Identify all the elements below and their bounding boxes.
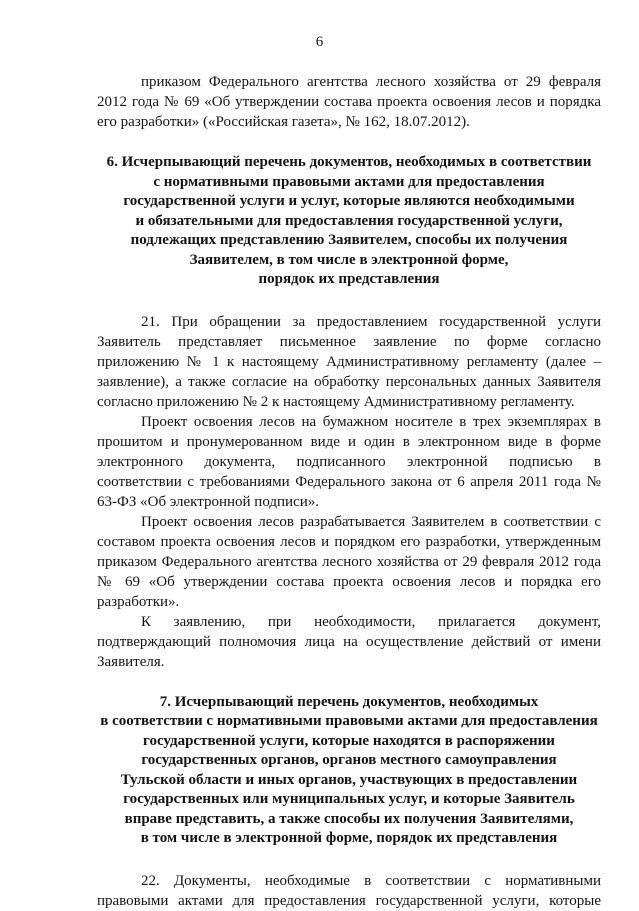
section-6-body bbox=[97, 312, 601, 672]
heading-line: государственных органов, органов местного самоуправления bbox=[141, 752, 557, 768]
heading-line: Тульской области и иных органов, участвующих в предоставлении bbox=[120, 771, 578, 788]
heading-line: подлежащих представлению Заявителем, способы их получения bbox=[130, 232, 568, 248]
heading-line: в соответствии с нормативными правовыми актами для предоставления bbox=[100, 713, 598, 729]
intro-text: приказом Федерального агентства лесного хозяйства от 29 февраля 2012 года № 69 «Об утверждении состава проекта освоения лесов и порядка его разработки» («Российская газета», № 162, 18.07.2012). bbox=[97, 74, 601, 130]
section-6-heading bbox=[97, 153, 601, 290]
heading-line: государственной услуги, которые находятся в распоряжении bbox=[143, 732, 555, 749]
heading-line: государственной услуги и услуг, которые являются необходимыми bbox=[123, 193, 575, 209]
heading-line: с нормативными правовыми актами для предоставления bbox=[153, 173, 545, 190]
heading-line: вправе представить, а также способы их получения Заявителями, bbox=[124, 810, 574, 827]
heading-line: государственных или муниципальных услуг, и которые Заявитель bbox=[123, 791, 575, 807]
paragraph-21: 21. При обращении за предоставлением государственной услуги Заявитель представляет письменное заявление по форме согласно приложению № 1 к настоящему Административному регламенту (далее – заявление), а также согласие на обработку персональных данных Заявителя согласно приложению № 2 к настоящему Административному регламенту. bbox=[97, 313, 601, 410]
heading-line: 6. Исчерпывающий перечень документов, необходимых в соответствии bbox=[106, 154, 592, 170]
intro-paragraph bbox=[97, 72, 601, 132]
page-number: 6 bbox=[315, 34, 324, 50]
heading-line: и обязательными для предоставления государственной услуги, bbox=[135, 212, 563, 229]
heading-line: в том числе в электронной форме, порядок их представления bbox=[140, 830, 558, 846]
paragraph-project-development: Проект освоения лесов разрабатывается Заявителем в соответствии с составом проекта освоения лесов и порядком его разработки, утвержденным приказом Федерального агентства лесного хозяйства от 29 февраля 2012 года № 69 «Об утверждении состава проекта освоения лесов и порядка его разработки». bbox=[97, 513, 601, 610]
paragraph-22: 22. Документы, необходимые в соответствии с нормативными правовыми актами для предоставления государственной услуги, которые bbox=[97, 872, 601, 909]
heading-line: Заявителем, в том числе в электронной форме, bbox=[189, 251, 509, 268]
paragraph-project-copies: Проект освоения лесов на бумажном носителе в трех экземплярах в прошитом и пронумерованном виде и один в электронном виде в форме электронного документа, подписанного электронной подписью в соответствии с требованиями Федерального закона от 6 апреля 2011 года № 63-ФЗ «Об электронной подписи». bbox=[97, 413, 601, 510]
paragraph-attachment: К заявлению, при необходимости, прилагается документ, подтверждающий полномочия лица на осуществление действий от имени Заявителя. bbox=[97, 613, 601, 670]
heading-line: порядок их представления bbox=[258, 271, 440, 287]
heading-line: 7. Исчерпывающий перечень документов, необходимых bbox=[159, 693, 539, 710]
section-7-heading bbox=[97, 693, 601, 849]
document-body bbox=[97, 72, 601, 911]
